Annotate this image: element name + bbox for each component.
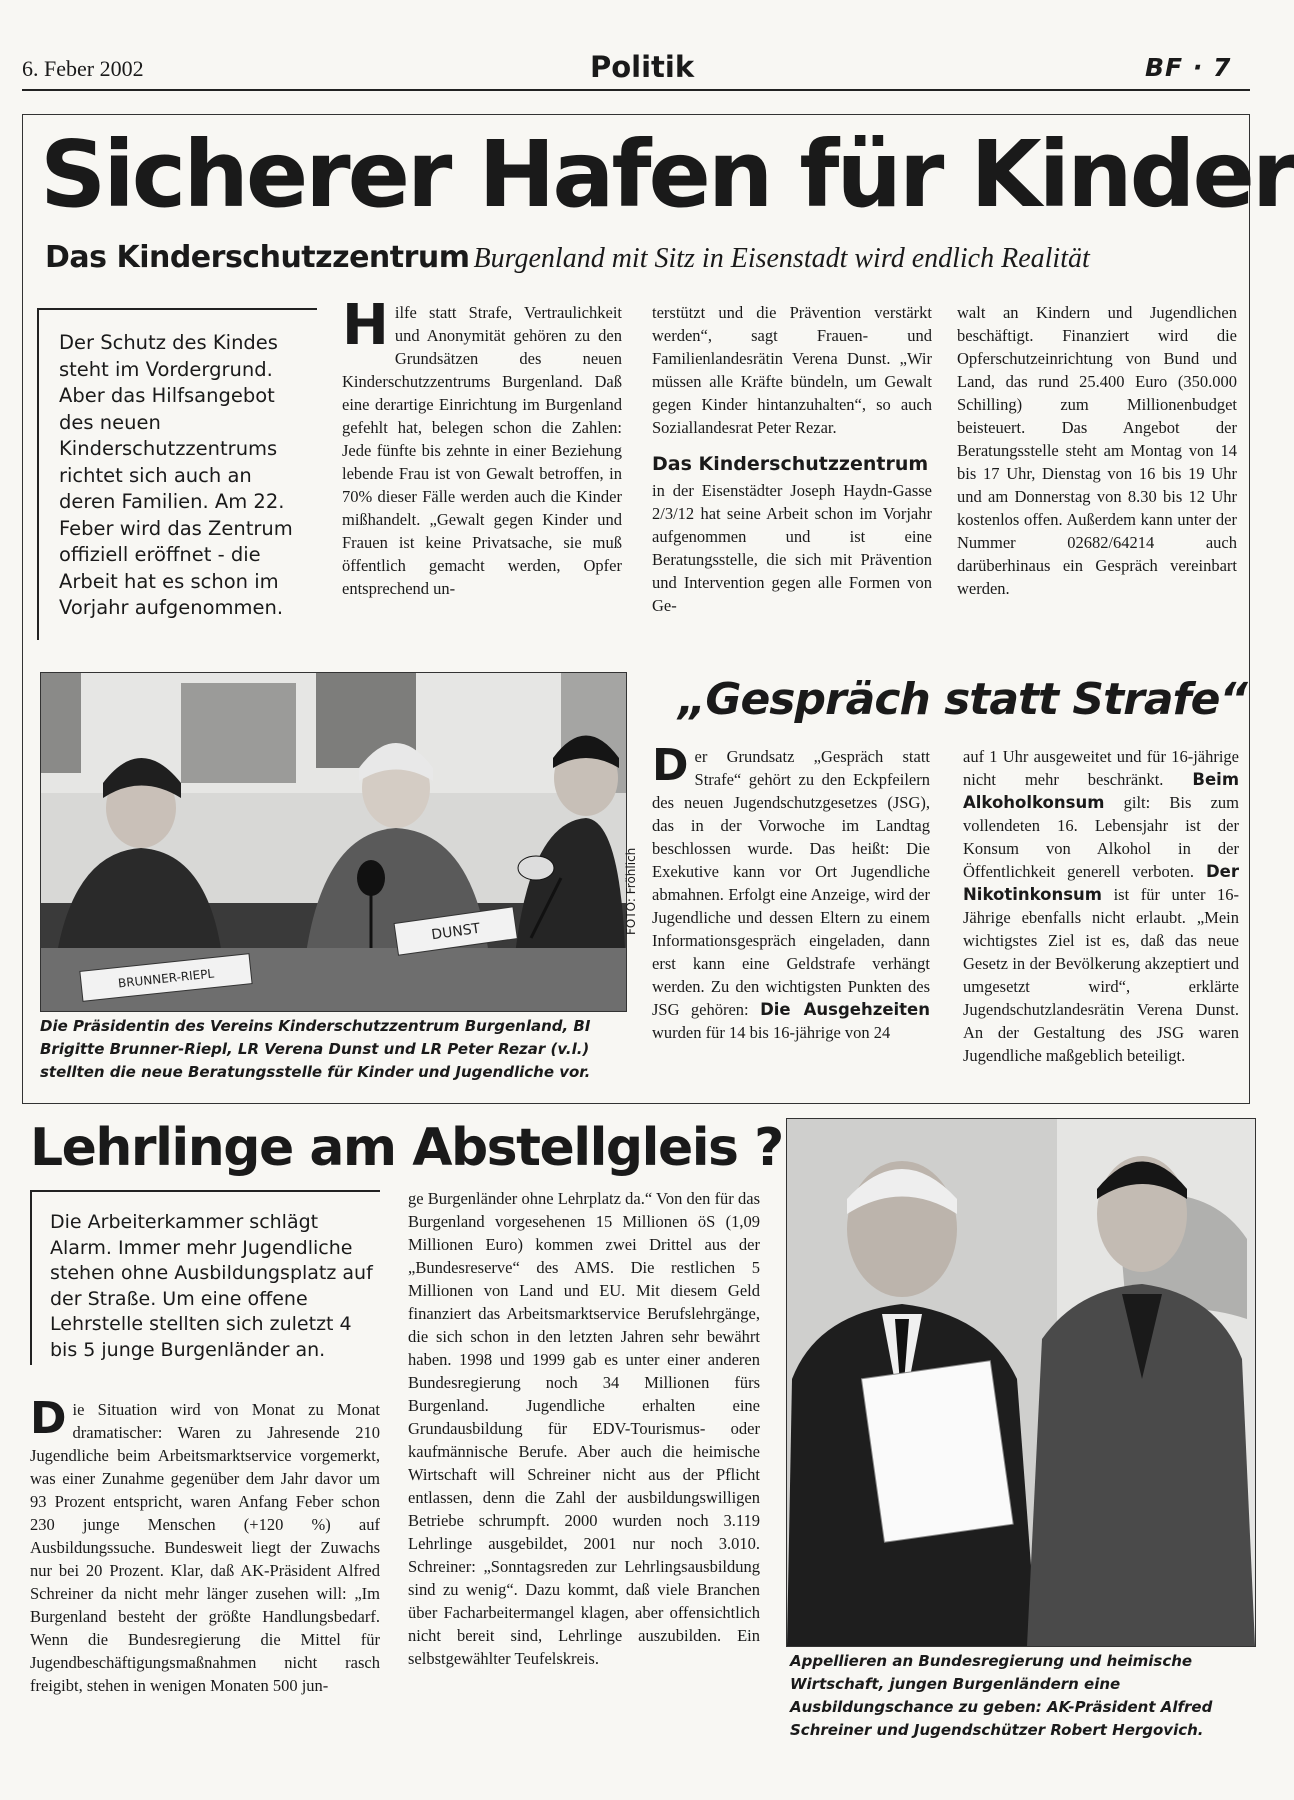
headline-sicherer-hafen: Sicherer Hafen für Kinder [40,121,1294,228]
section-title: Politik [590,50,695,84]
deck-italic: Burgenland mit Sitz in Eisenstadt wird endlich Realität [473,243,1090,274]
teaser-text-lehrlinge: Die Arbeiterkammer schlägt Alarm. Immer mehr Jugendliche stehen ohne Ausbildungsplatz auf der Straße. Um eine offene Lehrstelle stellten sich zuletzt 4 bis 5 junge Burgenländer an. [50,1211,373,1361]
article1-col2b: in der Eisenstädter Joseph Haydn-Gasse 2/3/12 hat seine Arbeit schon im Vorjahr aufgenommen und ist eine Beratungsstelle, die sich mit Prävention und Intervention gegen alle Formen von Ge- [652,481,932,615]
article1-col1-text: ilfe statt Strafe, Vertraulichkeit und Anonymität gehören zu den Grundsätzen des neuen Kinderschutzzentrums Burgenland. Daß eine derartige Einrichtung im Burgenland gefehlt hat, belegen schon die Zahlen: Jede fünfte bis zehnte in einer Beziehung lebende Frau ist von Gewalt betroffen, in 70% dieser Fälle werden auch die Kinder mißhandelt. „Gewalt gegen Kinder und Frauen ist keine Privatsache, sie muß öffentlich gemacht werden, Opfer entsprechend un- [342,303,622,598]
teaser-box-lehrlinge [30,1190,380,1365]
photo-caption-press: Die Präsidentin des Vereins Kinderschutzzentrum Burgenland, BI Brigitte Brunner-Riepl, LR Verena Dunst und LR Peter Rezar (v.l.) stellten die neue Beratungsstelle für Kinder und Jugendliche vor. [40,1017,591,1081]
deck-bold: Das Kinderschutzzentrum [45,240,470,275]
bold-alkoholkonsum: Beim Alkoholkonsum [963,770,1240,812]
article2-col2-alcohol: gilt: Bis zum vollendeten 16. Lebensjahr ist der Konsum von Alkohol in der Öffentlichkeit generell verboten. [963,793,1240,881]
placard-dunst: DUNST [430,920,482,944]
article3-col2-text: ge Burgenländer ohne Lehrplatz da.“ Von den für das Burgenland vorgesehenen 15 Millionen öS (1,09 Millionen Euro) kommen zwei Drittel aus der „Bundesreserve“ des AMS. Die restlichen 5 Millionen von Land und EU. Mit diesem Geld finanziert das Arbeitsmarktservice Berufslehrgänge, die sich schon in den letzten Jahren sehr bewährt haben. 1998 und 1999 gab es unter einer anderen Bundesregierung noch 34 Millionen fürs Burgenland. Jugendliche erhalten eine Grundausbildung für EDV-Tourismus- oder kaufmännische Berufe. Aber auch die heimische Wirtschaft will Schreiner nicht aus der Pflicht entlassen, denn die Zahl der ausbildungswilligen Betriebe schrumpft. 2000 wurden noch 3.119 Lehrlinge ausgebildet, 2001 nur noch 3.010. Schreiner: „Sonntagsreden zur Lehrlingsausbildung sind zu wenig“. Dazu kommt, daß viele Branchen über Facharbeitermangel klagen, aber offensichtlich nicht bereit sind, Lehrlinge auszubilden. Ein selbstgewählter Teufelskreis. [408,1189,760,1668]
article2-col2-nicotine: ist für unter 16-Jährige ebenfalls nicht erlaubt. „Mein wichtigstes Ziel ist es, daß das neue Gesetz in der Bevölkerung akzeptiert und umgesetzt wird“, erklärte Jugendschutzlandesrätin Verena Dunst. An der Gestaltung des JSG waren Jugendliche maßgeblich beteiligt. [963,885,1240,1065]
header-rule [22,89,1250,91]
issue-date: 6. Feber 2002 [22,56,144,81]
article3-col2 [408,1187,760,1670]
schreiner-hergovich-illustration [787,1119,1255,1646]
article2-col1-end: wurden für 14 bis 16-jährige von 24 [652,1023,891,1042]
article1-deck [45,240,1090,275]
photo-schreiner-hergovich [786,1118,1256,1647]
article2-col2 [963,745,1239,1067]
photo-press-conference [40,672,627,1012]
placard-brunner-riepl: BRUNNER-RIEPL [117,966,215,991]
subhead-kinderschutzzentrum: Das Kinderschutzzentrum [652,453,929,475]
bold-nikotinkonsum: Der Nikotinkonsum [963,862,1240,904]
press-conference-illustration [41,673,626,1011]
article2-col1-text: er Grundsatz „Gespräch statt Strafe“ gehört zu den Eckpfeilern des neuen Jugendschutzgesetzes (JSG), das in der Vorwoche im Landtag beschlossen wurde. Das heißt: Die Exekutive kann vor Ort Jugendliche abmahnen. Erfolgt eine Anzeige, wird der Jugendliche und dessen Eltern zu einem Informationsgespräch eingeladen, dann erst kann eine Geldstrafe verhängt werden. Zu den wichtigsten Punkten des JSG gehören: [652,747,930,1019]
article1-col2 [652,301,932,617]
headline-lehrlinge: Lehrlinge am Abstellgleis ? [30,1118,783,1178]
article2-col1 [652,740,930,1044]
article1-col3-text: walt an Kindern und Jugendlichen beschäftigt. Finanziert wird die Opferschutzeinrichtung von Bund und Land, das rund 25.400 Euro (350.000 Schilling) zum Millionenbudget beisteuert. Das Angebot der Beratungsstelle steht am Montag von 14 bis 17 Uhr, Dienstag von 16 bis 19 Uhr und am Donnerstag von 8.30 bis 12 Uhr kostenlos offen. Außerdem kann unter der Nummer 02682/64214 auch darüberhinaus ein Gespräch vereinbart werden. [957,303,1237,598]
page-label: BF · 7 [1145,53,1232,82]
drop-cap-d: D [652,740,689,791]
photo-credit: FOTO: Fröhlich [624,847,638,935]
article1-col1 [342,293,622,600]
article3-col1 [30,1393,380,1697]
teaser-text: Der Schutz des Kindes steht im Vordergrund. Aber das Hilfsangebot des neuen Kinderschutzzentrums richtet sich auch an deren Familien. Am 22. Feber wird das Zentrum offiziell eröffnet - die Arbeit hat es schon im Vorjahr aufgenommen. [59,331,293,619]
article1-col3 [957,301,1237,600]
teaser-box-kinderschutz [37,308,317,640]
headline-gespraech-statt-strafe: „Gespräch statt Strafe“ [678,674,1247,725]
article2-col2-start: auf 1 Uhr ausgeweitet und für 16-jährige nicht mehr beschränkt. [963,747,1239,789]
bold-ausgehzeiten: Die Ausgehzeiten [760,1000,930,1019]
photo-caption-lehrlinge: Appellieren an Bundesregierung und heimische Wirtschaft, jungen Burgenländern eine Ausbildungschance zu geben: AK-Präsident Alfred Schreiner und Jugendschützer Robert Hergovich. [790,1652,1213,1739]
drop-cap-h: H [342,293,389,358]
article3-col1-text: ie Situation wird von Monat zu Monat dramatischer: Waren zu Jahresende 210 Jugendliche beim Arbeitsmarktservice vorgemerkt, was einer Zunahme gegenüber dem Jahr davor um 93 Prozent entspricht, waren Anfang Feber schon 230 junge Menschen (+120 %) auf Ausbildungssuche. Bundesweit liegt der Zuwachs nur bei 20 Prozent. Klar, daß AK-Präsident Alfred Schreiner da nicht mehr länger zusehen will: „Im Burgenland besteht der größte Handlungsbedarf. Wenn die Bundesregierung die Mittel für Jugendbeschäftigungsmaßnahmen nicht rasch freigibt, stehen in wenigen Monaten 500 jun- [30,1400,380,1695]
drop-cap-d-2: D [30,1393,67,1444]
article1-col2a: terstützt und die Prävention verstärkt werden“, sagt Frauen- und Familienlandesrätin Verena Dunst. „Wir müssen alle Kräfte bündeln, um Gewalt gegen Kinder hintanzuhalten“, so auch Soziallandesrat Peter Rezar. [652,303,932,437]
